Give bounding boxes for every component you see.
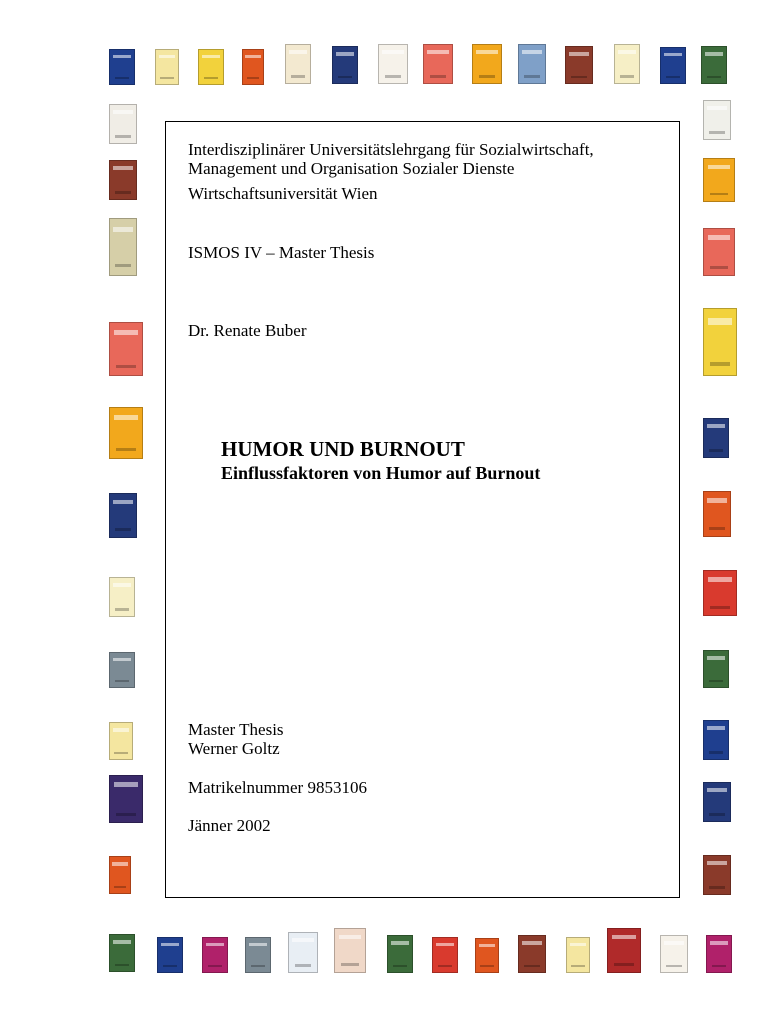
book-cover-thumbnail [332,46,358,84]
book-cover-thumbnail [245,937,271,973]
book-cover-thumbnail [423,44,453,84]
supervisor-name: Dr. Renate Buber [188,321,307,340]
book-cover-thumbnail [703,418,729,458]
thesis-subtitle: Einflussfaktoren von Humor auf Burnout [221,463,541,483]
book-cover-thumbnail [109,218,137,276]
book-cover-thumbnail [703,158,735,202]
book-cover-thumbnail [109,104,137,144]
book-cover-thumbnail [518,44,546,84]
book-cover-thumbnail [242,49,264,85]
book-cover-thumbnail [109,322,143,376]
university-program-line-1: Interdisziplinärer Universitätslehrgang für Sozialwirtschaft, [188,140,594,159]
program-label: ISMOS IV – Master Thesis [188,243,375,262]
book-cover-thumbnail [109,722,133,760]
book-cover-thumbnail [109,493,137,538]
book-cover-thumbnail [703,491,731,537]
book-cover-thumbnail [472,44,502,84]
book-cover-thumbnail [109,775,143,823]
book-cover-thumbnail [109,652,135,688]
book-cover-thumbnail [475,938,499,973]
book-cover-thumbnail [288,932,318,973]
title-page-frame [165,121,680,898]
book-cover-thumbnail [703,308,737,376]
matriculation-number: Matrikelnummer 9853106 [188,778,367,797]
book-cover-thumbnail [660,935,688,973]
university-name: Wirtschaftsuniversität Wien [188,184,378,203]
book-cover-thumbnail [518,935,546,973]
book-cover-thumbnail [703,720,729,760]
book-cover-thumbnail [109,856,131,894]
book-cover-thumbnail [565,46,593,84]
book-cover-thumbnail [706,935,732,973]
document-type: Master Thesis [188,720,284,739]
book-cover-thumbnail [703,855,731,895]
submission-date: Jänner 2002 [188,816,271,835]
book-cover-thumbnail [614,44,640,84]
thesis-title: HUMOR UND BURNOUT [221,437,465,461]
book-cover-thumbnail [703,782,731,822]
book-cover-thumbnail [109,577,135,617]
book-cover-thumbnail [109,407,143,459]
book-cover-thumbnail [660,47,686,84]
book-cover-thumbnail [198,49,224,85]
book-cover-thumbnail [109,934,135,972]
book-cover-thumbnail [157,937,183,973]
author-name: Werner Goltz [188,739,280,758]
book-cover-thumbnail [432,937,458,973]
book-cover-thumbnail [109,160,137,200]
book-cover-thumbnail [378,44,408,84]
book-cover-thumbnail [703,228,735,276]
book-cover-thumbnail [566,937,590,973]
book-cover-thumbnail [703,570,737,616]
book-cover-thumbnail [109,49,135,85]
book-cover-thumbnail [703,100,731,140]
university-program-line-2: Management und Organisation Sozialer Dienste [188,159,515,178]
book-cover-thumbnail [703,650,729,688]
book-cover-thumbnail [202,937,228,973]
book-cover-thumbnail [387,935,413,973]
book-cover-thumbnail [607,928,641,973]
book-cover-thumbnail [285,44,311,84]
book-cover-thumbnail [334,928,366,973]
book-cover-thumbnail [155,49,179,85]
book-cover-thumbnail [701,46,727,84]
